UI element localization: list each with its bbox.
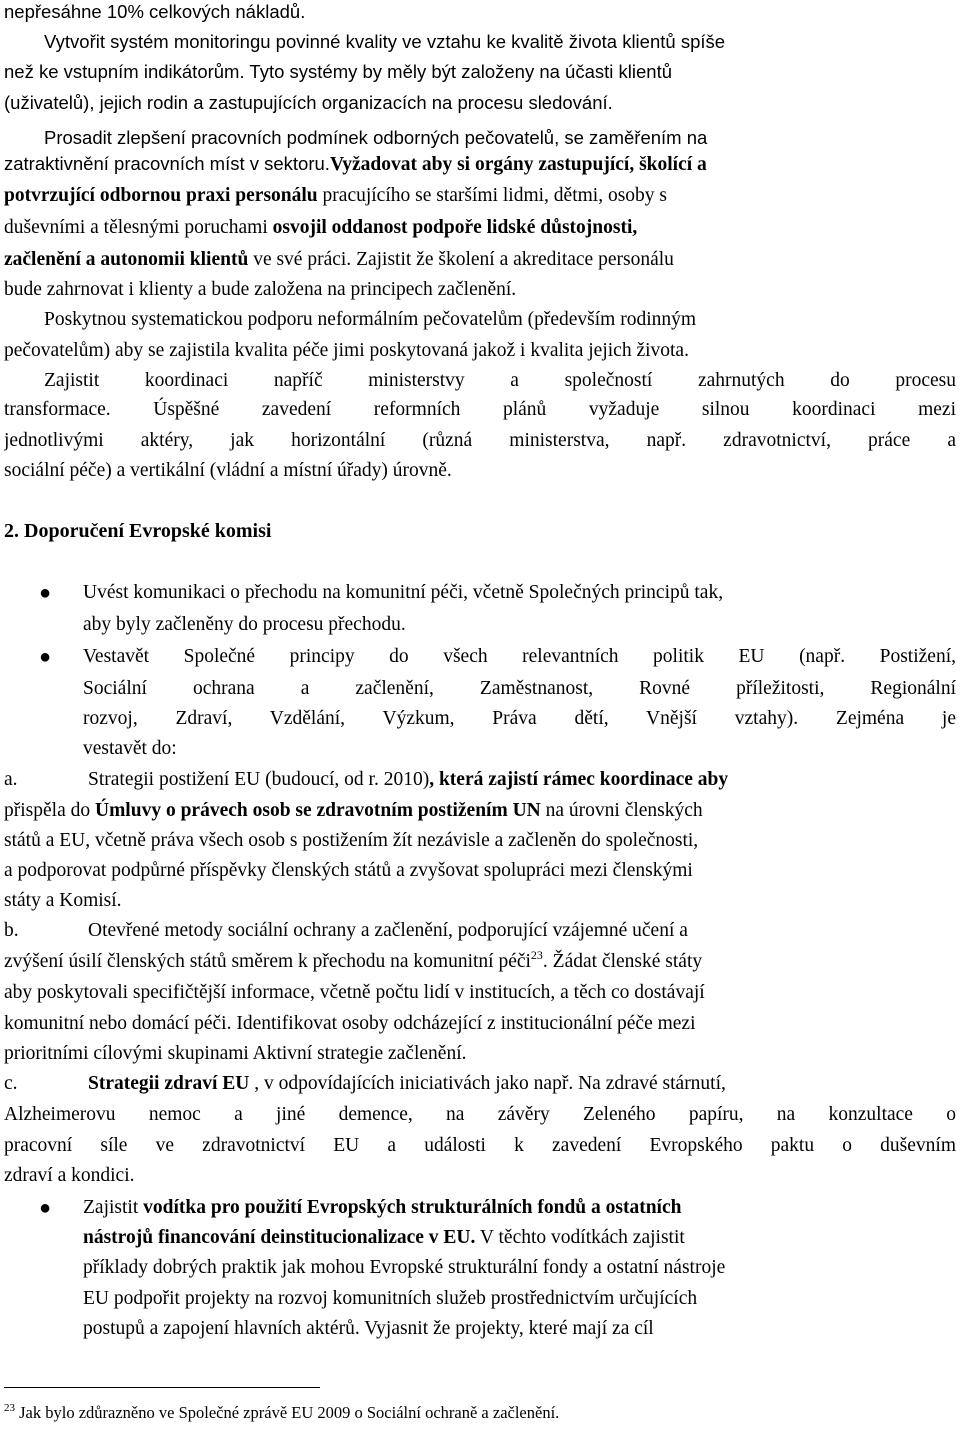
text-run: Zajistit xyxy=(83,1197,144,1218)
text-line xyxy=(4,946,956,978)
text-run: na úrovni členských xyxy=(540,800,703,821)
text-run: Zajistit že školení a akreditace personálu xyxy=(356,249,674,270)
list-label: a. xyxy=(4,769,18,790)
text-run-bold: nástrojů financování deinstitucionalizace v EU. xyxy=(83,1227,476,1248)
text-line: příklady dobrých praktik jak mohou Evropské strukturální fondy a ostatní nástroje xyxy=(83,1257,726,1278)
text-line: Prosadit zlepšení pracovních podmínek odborných pečovatelů, se zaměřením na xyxy=(44,127,708,148)
text-line: pečovatelům) aby se zajistila kvalita péče jimi poskytovaná jakož i kvalita jejich života. xyxy=(4,340,689,361)
footnote-divider xyxy=(4,1387,320,1388)
text-run-bold: , která zajistí rámec koordinace aby xyxy=(429,769,729,790)
text-line xyxy=(4,795,956,827)
text-run: ve své práci. xyxy=(248,249,357,270)
text-line: a podporovat podpůrné příspěvky členských států a zvyšovat spolupráci mezi členskými xyxy=(4,860,693,881)
bullet-icon: ● xyxy=(39,1197,52,1219)
text-line xyxy=(4,148,956,180)
text-line: pracovní síle ve zdravotnictví EU a události k zavedení Evropského paktu o duševním xyxy=(4,1135,956,1156)
text-line: jednotlivými aktéry, jak horizontální (různá ministerstva, např. zdravotnictví, práce a xyxy=(4,430,956,451)
text-run: pracujícího se staršími lidmi, dětmi, osoby s xyxy=(317,185,668,206)
text-line: Poskytnou systematickou podporu neformálním pečovatelům (především rodinným xyxy=(44,309,697,330)
text-line: státy a Komisí. xyxy=(4,890,122,911)
text-run: přispěla do xyxy=(4,800,95,821)
text-run-bold: Strategii zdraví EU xyxy=(88,1073,250,1094)
text-line: vestavět do: xyxy=(83,738,177,759)
text-line: postupů a zapojení hlavních aktérů. Vyjasnit že projekty, které mají za cíl xyxy=(83,1318,654,1339)
text-line xyxy=(4,244,956,276)
text-run-bold: osvojil oddanost podpoře lidské důstojnosti, xyxy=(272,217,638,238)
text-line: rozvoj, Zdraví, Vzdělání, Výzkum, Práva dětí, Vnější vztahy). Zejména je xyxy=(83,708,956,729)
text-line: Vytvořit systém monitoringu povinné kvality ve vztahu ke kvalitě života klientů spíše xyxy=(44,31,726,52)
text-line: než ke vstupním indikátorům. Tyto systémy by měly být založeny na účasti klientů xyxy=(4,61,673,82)
text-line xyxy=(88,1068,956,1100)
text-line xyxy=(88,764,956,796)
text-line: Zajistit koordinaci napříč ministerstvy a společností zahrnutých do procesu xyxy=(44,370,956,391)
text-run-bold: potvrzující odbornou praxi personálu xyxy=(4,185,318,206)
text-run-bold: Úmluvy o právech osob se zdravotním postižením UN xyxy=(94,800,541,821)
text-line: (uživatelů), jejich rodin a zastupujících organizacích na procesu sledování. xyxy=(4,92,613,113)
text-line: sociální péče) a vertikální (vládní a místní úřady) úrovně. xyxy=(4,460,452,481)
text-line: komunitní nebo domácí péči. Identifikovat osoby odcházející z institucionální péče mezi xyxy=(4,1013,696,1034)
text-line: aby byly začleněny do procesu přechodu. xyxy=(83,614,406,635)
text-run: duševními a tělesnými poruchami xyxy=(4,217,273,238)
footnote-number: 23 xyxy=(4,1402,15,1414)
text-run-bold: Vyžadovat aby si orgány zastupující, školící a xyxy=(329,154,707,175)
text-line xyxy=(83,1192,956,1224)
footnote-text: Jak bylo zdůrazněno ve Společné zprávě EU 2009 o Sociální ochraně a začlenění. xyxy=(15,1403,560,1422)
text-run: zvýšení úsilí členských států směrem k přechodu na komunitní péči xyxy=(4,951,531,972)
text-line: Alzheimerovu nemoc a jiné demence, na závěry Zeleného papíru, na konzultace o xyxy=(4,1104,956,1125)
text-line: EU podpořit projekty na rozvoj komunitních služeb prostřednictvím určujících xyxy=(83,1288,698,1309)
list-label: b. xyxy=(4,920,19,941)
text-line xyxy=(83,1222,956,1254)
text-line: Uvést komunikaci o přechodu na komunitní péči, včetně Společných principů tak, xyxy=(83,582,724,603)
text-run: V těchto vodítkách zajistit xyxy=(475,1227,685,1248)
text-line: Sociální ochrana a začlenění, Zaměstnanost, Rovné příležitosti, Regionální xyxy=(83,678,956,699)
text-line: Vestavět Společné principy do všech relevantních politik EU (např. Postižení, xyxy=(83,646,956,667)
text-run: , v odpovídajících iniciativách jako např. Na zdravé stárnutí, xyxy=(249,1073,726,1094)
text-line: států a EU, včetně práva všech osob s postižením žít nezávisle a začleněn do společnosti, xyxy=(4,830,699,851)
list-label: c. xyxy=(4,1073,18,1094)
bullet-icon: ● xyxy=(39,582,52,604)
text-run: Strategii postižení EU (budoucí, od r. 2010) xyxy=(88,769,430,790)
text-line: nepřesáhne 10% celkových nákladů. xyxy=(4,1,306,22)
bullet-icon: ● xyxy=(39,646,52,668)
text-run: . Žádat členské státy xyxy=(542,951,703,972)
text-line: Otevřené metody sociální ochrany a začlenění, podporující vzájemné učení a xyxy=(88,920,688,941)
text-line: bude zahrnovat i klienty a bude založena na principech začlenění. xyxy=(4,279,517,300)
text-run-bold: začlenění a autonomii klientů xyxy=(4,249,249,270)
footnote-ref: 23 xyxy=(530,948,543,962)
text-line: prioritními cílovými skupinami Aktivní strategie začlenění. xyxy=(4,1043,467,1064)
text-line xyxy=(4,212,956,244)
footnote xyxy=(4,1400,559,1426)
text-line: transformace. Úspěšné zavedení reformních plánů vyžaduje silnou koordinaci mezi xyxy=(4,399,956,420)
text-line xyxy=(4,180,956,212)
text-run-bold: vodítka pro použití Evropských strukturálních fondů a ostatních xyxy=(143,1197,682,1218)
text-run: zatraktivnění pracovních míst v sektoru. xyxy=(4,153,330,174)
text-line: zdraví a kondici. xyxy=(4,1165,135,1186)
text-line: aby poskytovali specifičtější informace, včetně počtu lidí v institucích, a těch co dostávají xyxy=(4,982,705,1003)
section-heading: 2. Doporučení Evropské komisi xyxy=(4,520,272,542)
